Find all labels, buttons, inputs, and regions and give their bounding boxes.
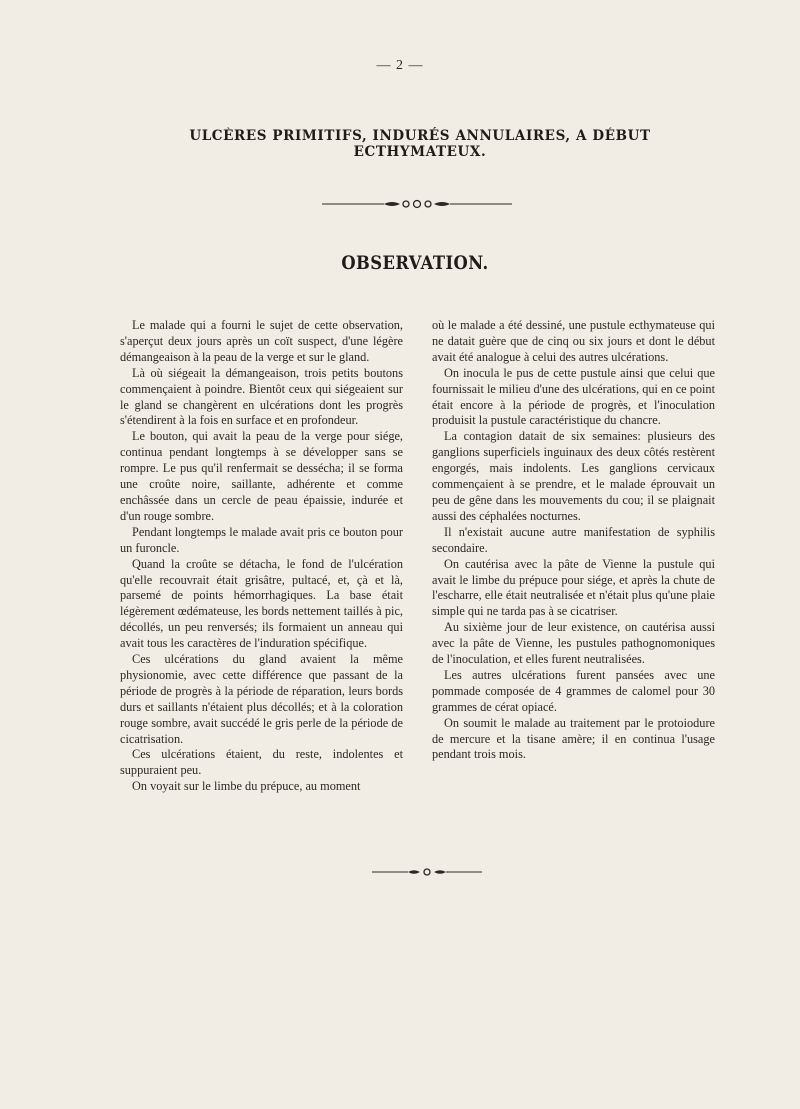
paragraph: Là où siégeait la démangeaison, trois petits boutons commençaient à poindre. Bientôt ceux qui siégeaient sur le gland se changèrent en ulcérations dont les progrès s'étendirent à la fois en surface et en profondeur. <box>120 365 403 428</box>
title-ornament <box>322 197 512 211</box>
left-column <box>120 318 403 795</box>
paragraph: où le malade a été dessiné, une pustule ecthymateuse qui ne datait guère que de cinq ou six jours et dont le début avait été analogue à celui des autres ulcérations. <box>432 318 715 364</box>
paragraph: Ces ulcérations du gland avaient la même physionomie, avec cette différence que passant de la période de progrès à la période de réparation, leurs bords durs et saillants n'étaient plus décollés; et à la coloration rouge sombre, avait succédé le gris perle de la période de cicatrisation. <box>120 652 403 746</box>
paragraph: On soumit le malade au traitement par le protoiodure de mercure et la tisane amère; il en continua l'usage pendant trois mois. <box>432 715 715 762</box>
paragraph: On inocula le pus de cette pustule ainsi que celui que fournissait le milieu d'une des ulcérations, qui en ce point était encore à la période de progrès, et l'inoculation produisit la pustule caractéristique du chancre. <box>432 365 715 428</box>
paragraph: Pendant longtemps le malade avait pris ce bouton pour un furoncle. <box>120 524 403 555</box>
paragraph: Les autres ulcérations furent pansées avec une pommade composée de 4 grammes de calomel pour 30 grammes de cérat opiacé. <box>432 667 715 714</box>
paragraph: On cautérisa avec la pâte de Vienne la pustule qui avait le limbe du prépuce pour siége, et après la chute de l'escharre, elle était neutralisée et n'était plus qu'une plaie simple qui ne tarda pas à se cicatriser. <box>432 556 715 619</box>
paragraph: Le malade qui a fourni le sujet de cette observation, s'aperçut deux jours après un coït suspect, d'une légère démangeaison à la peau de la verge et sur le gland. <box>120 318 403 364</box>
paragraph: Quand la croûte se détacha, le fond de l'ulcération qu'elle recouvrait était grisâtre, pultacé, et, çà et là, parsemé de points hémorrhagiques. La base était légèrement œdémateuse, les bords nettement taillés à pic, décollés, un peu renversés; ils formaient un anneau qui avait tous les caractères de l'induration spécifique. <box>120 556 403 651</box>
observation-heading: OBSERVATION. <box>341 252 489 274</box>
plate-title <box>150 128 690 160</box>
page-number: — 2 — <box>376 58 424 73</box>
paragraph: Le bouton, qui avait la peau de la verge pour siége, continua pendant longtemps à se développer sans se rompre. Le pus qu'il renfermait se dessécha; il se forma une croûte noire, saillante, adhérente et comme enchâssée dans un cercle de peau épaissie, indurée et d'un rouge sombre. <box>120 429 403 523</box>
paragraph: La contagion datait de six semaines: plusieurs des ganglions superficiels inguinaux des deux côtés restèrent engorgés, mais indolents. Les ganglions cervicaux commençaient à se prendre, et le malade éprouvait un peu de gêne dans les mouvements du cou; il se plaignait aussi des céphalées nocturnes. <box>432 429 715 523</box>
plate-title-line-2: ECTHYMATEUX. <box>353 144 487 160</box>
paragraph: Il n'existait aucune autre manifestation de syphilis secondaire. <box>432 524 715 555</box>
paragraph: Au sixième jour de leur existence, on cautérisa aussi avec la pâte de Vienne, les pustules pathognomoniques de l'inoculation, et elles furent neutralisées. <box>432 620 715 667</box>
plate-title-line-1: ULCÈRES PRIMITIFS, INDURÉS ANNULAIRES, A DÉBUT <box>189 128 651 144</box>
right-column <box>432 318 715 763</box>
bottom-ornament <box>372 866 482 878</box>
paragraph: On voyait sur le limbe du prépuce, au moment <box>132 779 361 794</box>
paragraph: Ces ulcérations étaient, du reste, indolentes et suppuraient peu. <box>120 747 403 778</box>
